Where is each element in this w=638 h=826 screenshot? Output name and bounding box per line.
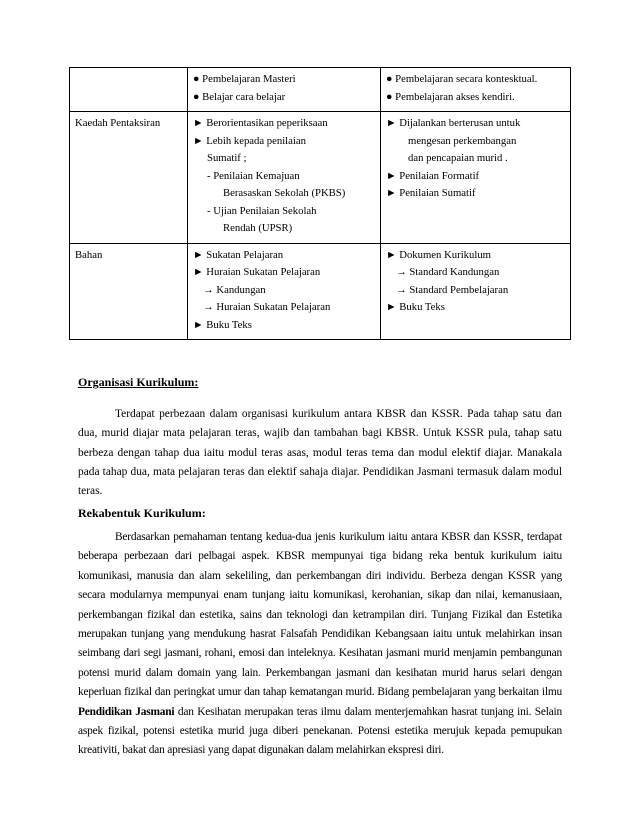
list-item: ► Buku Teks [193,318,252,331]
list-item: ● Pembelajaran secara kontesktual. [386,73,538,85]
list-item: ► Lebih kepada penilaian [193,134,306,147]
row-label [70,68,188,112]
list-item: ► Huraian Sukatan Pelajaran [193,266,321,278]
table-row [70,112,571,244]
list-item: ► Buku Teks [386,301,445,313]
kssr-cell [381,68,571,112]
bold-term: Pendidikan Jasmani [78,705,175,718]
list-item: ► Dokumen Kurikulum [386,248,491,261]
list-item: mengesan perkembangan [408,134,517,147]
list-item: - Penilaian Kemajuan [207,169,300,182]
list-item: → Huraian Sukatan Pelajaran [203,301,331,313]
section-paragraph [78,528,562,761]
list-item: Sumatif ; [207,152,247,164]
kbsr-cell [188,112,381,244]
list-item: Berasaskan Sekolah (PKBS) [223,187,346,199]
list-item: ► Dijalankan berterusan untuk [386,117,521,129]
list-item: ● Pembelajaran Masteri [193,73,296,85]
table-row [70,68,571,112]
list-item: ► Berorientasikan peperiksaan [193,117,328,129]
list-item: → Standard Pembelajaran [396,283,509,296]
paragraph-text: dan Kesihatan merupakan teras ilmu dalam menterjemahkan hasrat tunjang ini. Selain aspek fizikal, potensi estetika murid juga diberi penekanan. Potensi estetika merujuk kepada pemupukan kreativiti, bakat dan apresiasi yang dapat digunakan dalam melahirkan ekspresi diri. [78,705,562,757]
kbsr-cell [188,243,381,340]
table-row [70,243,571,340]
list-item: - Ujian Penilaian Sekolah [207,204,317,217]
list-item: ● Pembelajaran akses kendiri. [386,90,515,103]
section-heading: Organisasi Kurikulum: [78,375,199,389]
list-item: ► Penilaian Formatif [386,169,480,182]
section-paragraph: Terdapat perbezaan dalam organisasi kurikulum antara KBSR dan KSSR. Pada tahap satu dan dua, murid diajar mata pelajaran teras, wajib dan tambahan bagi KBSR. Untuk KSSR pula, tahap satu berbeza dengan tahap dua iaitu modul teras asas, modul teras tema dan modul elektif diajar. Manakala pada tahap dua, mata pelajaran teras dan elektif sahaja diajar. Pendidikan Jasmani termasuk dalam modul teras. [78,408,562,498]
paragraph-text: Berdasarkan pemahaman tentang kedua-dua jenis kurikulum iaitu antara KBSR dan KSSR, terdapat beberapa perbezaan dari pelbagai aspek. KBSR mempunyai tiga bidang reka bentuk kurikulum iaitu komunikasi, manusia dan alam sekeliling, dan perkembangan diri individu. Berbeza dengan KSSR yang secara modularnya mempunyai enam tunjang iaitu komunikasi, kerohanian, sikap dan nilai, kemanusiaan, perkembangan fizikal dan estetika, sains dan teknologi dan ketrampilan diri. Tunjang Fizikal dan Estetika merupakan tunjang yang mendukung hasrat Falsafah Pendidikan Kebangsaan iaitu untuk melahirkan insan seimbang dari segi jasmani, rohani, emosi dan inteleknya. Kesihatan jasmani murid menjamin pembangunan potensi murid dalam domain yang lain. Perkembangan jasmani dan kesihatan murid harus selari dengan keperluan fizikal dan peringkat umur dan tahap kematangan murid. Bidang pembelajaran yang berkaitan ilmu [78,531,562,699]
comparison-table [69,67,571,340]
row-label: Kaedah Pentaksiran [70,112,188,244]
list-item: ● Belajar cara belajar [193,90,286,103]
list-item: → Kandungan [203,283,266,296]
kbsr-cell [188,68,381,112]
kssr-cell [381,112,571,244]
section-heading: Rekabentuk Kurikulum: [78,506,206,520]
list-item: ► Penilaian Sumatif [386,187,476,199]
kssr-cell [381,243,571,340]
list-item: → Standard Kandungan [396,266,500,278]
list-item: Rendah (UPSR) [223,222,293,234]
list-item: ► Sukatan Pelajaran [193,248,284,261]
list-item: dan pencapaian murid . [408,152,508,164]
row-label: Bahan [70,243,188,340]
